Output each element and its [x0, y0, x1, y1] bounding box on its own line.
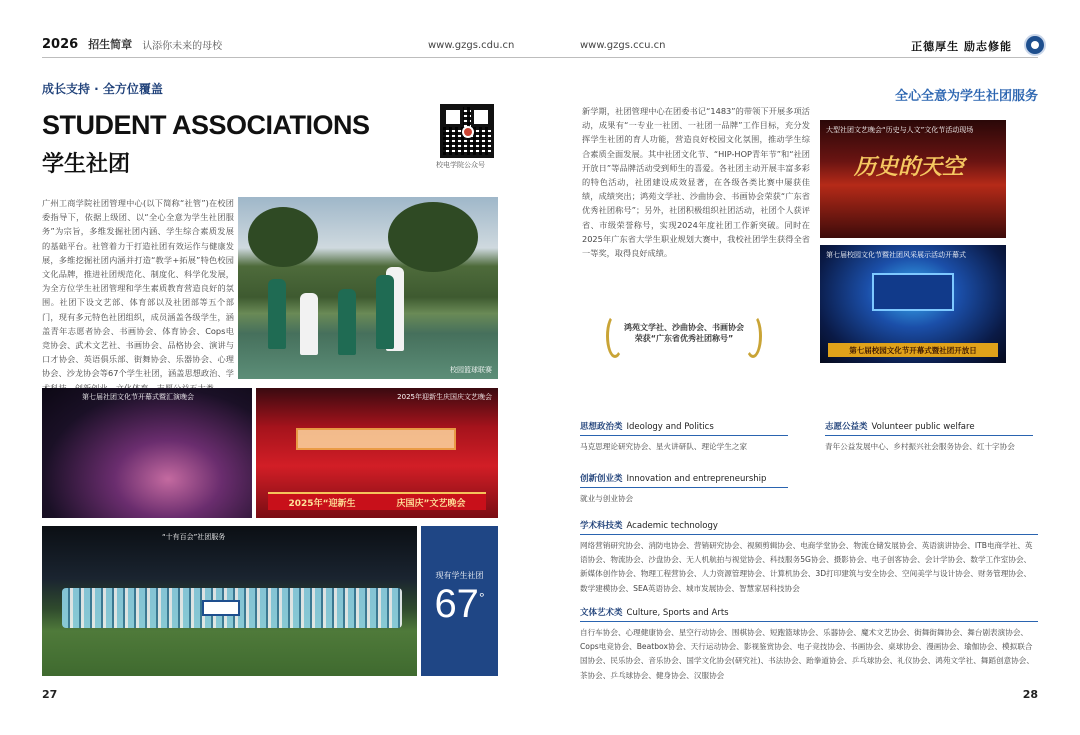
- tree-shape: [248, 207, 318, 267]
- award-text: 鸿苑文学社、沙曲协会、书画协会荣获“广东省优秀社团称号”: [624, 323, 744, 343]
- url-right[interactable]: www.gzgs.ccu.cn: [580, 40, 666, 51]
- stat-value: [421, 582, 498, 627]
- right-intro-paragraph: 新学期，社团管理中心在团委书记“1483”的带领下开展多项活动，成果有“一专业一社团、一社团一品牌”工作目标，充分发挥学生社团的育人功能，营造良好校园文化氛围，推动学生综合素质全面发展。其中社团文化节、“HIP-HOP青年节”和“社团开放日”等品牌活动受到师生的喜爱。各社团主动开展丰富多彩的特色活动，社团建设成效显著，在各级各类比赛中屡获佳绩，成绩突出；鸿苑文学社、沙曲协会、书画协会荣获“广东省优秀社团称号”；另外，社团积极组织社团活动，社团个人获评省、市级荣誉称号，实现2024年度社团工作新突破。同时在2025年广东省大学生职业规划大赛中，我校社团学生获得全省一等奖，取得良好成绩。: [582, 106, 810, 259]
- history-title: 历史的天空: [854, 154, 965, 180]
- category-header: [580, 420, 788, 436]
- category-en: Volunteer public welfare: [871, 422, 975, 432]
- stat-box: [421, 526, 498, 676]
- player-figure: [338, 289, 356, 355]
- stat-unit: °: [478, 589, 485, 606]
- category-innovation: [580, 472, 788, 506]
- category-items: 网络营销研究协会、消防电协会、营销研究协会、视频剪辑协会、电商学堂协会、物流仓储发展协会、英语演讲协会、ITB电商学社、英语协会、物流协会、沙盘协会、无人机航拍与视觉协会、科技服务5G协会、摄影协会、电子创客协会、会计学协会、数学工作室协会、新媒体创作协会、物理工程营协会、人力资源管理协会、计算机协会、3D打印建筑与安全协会、空间美学与设计协会、财务管理协会、数学建模协会、SEA英语协会、城市发展协会、智慧家居科技协会: [580, 541, 1033, 593]
- tree-shape: [388, 202, 478, 272]
- player-figure: [300, 293, 318, 355]
- page-title-en: STUDENT ASSOCIATIONS: [42, 110, 370, 140]
- stat-number: 67: [434, 582, 479, 626]
- category-cn: 文体艺术类: [580, 608, 623, 618]
- category-cn: 创新创业类: [580, 474, 623, 484]
- header-chapter: 招生简章: [88, 38, 133, 51]
- qr-caption: 校电学院公众号: [436, 161, 485, 169]
- stat-label: 现有学生社团: [435, 571, 484, 580]
- category-ideology: [580, 420, 788, 454]
- stage-strip: [268, 492, 486, 510]
- gala-caption: 第七届校园文化节暨社团风采展示活动开幕式: [826, 251, 966, 259]
- dance-performance-photo: [42, 388, 252, 518]
- right-heading: 全心全意为学生社团服务: [894, 89, 1038, 104]
- school-logo-icon: [1024, 34, 1046, 56]
- category-academic: [580, 519, 1038, 596]
- basketball-caption: 校园篮球联赛: [450, 366, 492, 374]
- qr-code-icon[interactable]: [440, 104, 494, 158]
- category-en: Academic technology: [626, 521, 718, 531]
- intro-paragraph: 广州工商学院社团管理中心(以下简称“社管”)在校团委指导下，依据上级团、以“全心全意为学生社团服务”为宗旨，多维发掘社团内涵、学生综合素质发展的基础平台。社管着力于打造社团有效运作与健康发展，多维挖掘社团内涵并打造“教学+拓展”特色校园文化品牌，推进社团规范化、制度化、科学化发展，为全方位学生社团管理和学生素质教育营造良好的氛围。社团下设文艺部、体育部以及社团部等五个部门，现有多元特色社团组织，成员涵盖各级学生，涵盖青年志愿者协会、书画协会、体育协会、Cops电竞协会、武术文艺社、书画协会、品格协会、演讲与口才协会、英语俱乐部、街舞协会、乐器协会、心理协会、沙龙协会等67个学生社团，涵盖思想政治、学: [42, 198, 234, 379]
- team-banner: [202, 600, 240, 616]
- stage-strip-text-1: 2025年“迎新生: [288, 498, 356, 509]
- stage-caption: 2025年迎新生庆国庆文艺晚会: [397, 393, 492, 401]
- page-title-cn: 学生社团: [42, 152, 131, 177]
- category-header: [580, 606, 1038, 622]
- page-number-left: 27: [42, 688, 58, 701]
- stage-strip-text-2: 庆国庆”文艺晚会: [396, 498, 466, 509]
- qr-badge-icon: [462, 126, 474, 138]
- category-items: 就业与创业协会: [580, 494, 634, 503]
- history-gala-photo: [820, 120, 1006, 238]
- url-left[interactable]: www.gzgs.cdu.cn: [428, 40, 515, 51]
- category-items: 马克思理论研究协会、星火讲研队、理论学生之家: [580, 442, 748, 451]
- history-caption: 大型社团文艺晚会“历史与人文”文化节活动现场: [826, 126, 974, 134]
- header-divider: [540, 57, 1038, 58]
- category-header: [580, 519, 1038, 535]
- category-header: [580, 472, 788, 488]
- category-volunteer: [825, 420, 1033, 454]
- category-cn: 思想政治类: [580, 422, 623, 432]
- page-number-right: 28: [1022, 688, 1038, 701]
- player-figure: [268, 279, 286, 349]
- header-slogan: 认添你未来的母校: [142, 40, 223, 52]
- player-figure: [376, 275, 394, 349]
- category-cn: 学术科技类: [580, 521, 623, 531]
- category-header: [825, 420, 1033, 436]
- gala-banner: 第七届校园文化节开幕式暨社团开放日: [828, 343, 998, 357]
- laurel-right-icon: [744, 314, 762, 358]
- header-year: 2026: [42, 36, 79, 52]
- category-items: 青年公益发展中心、乡村振兴社会服务协会、红十字协会: [825, 442, 1015, 451]
- category-culture-sports: [580, 606, 1038, 683]
- left-header: [42, 36, 222, 52]
- category-en: Innovation and entrepreneurship: [626, 474, 767, 484]
- stage-gala-photo: [256, 388, 498, 518]
- team-group-photo: [42, 526, 417, 676]
- award-badge: [606, 314, 762, 358]
- header-divider: [42, 57, 540, 58]
- category-en: Ideology and Politics: [626, 422, 714, 432]
- category-en: Culture, Sports and Arts: [626, 608, 729, 618]
- section-kicker: 成长支持 · 全方位覆盖: [42, 82, 163, 96]
- laurel-left-icon: [606, 314, 624, 358]
- category-cn: 志愿公益类: [825, 422, 868, 432]
- team-caption: “十有百会”社团服务: [162, 533, 226, 541]
- school-motto: 正德厚生 励志修能: [911, 40, 1012, 53]
- category-items: 自行车协会、心理健康协会、星空行动协会、围棋协会、短跑篮球协会、乐器协会、魔术文艺协会、街舞街舞协会、舞台剧表演协会、Cops电竞协会、Beatbox协会、天行运动协会、影视鉴赏协会、电子竞技协会、书画协会、桌球协会、漫画协会、瑜伽协会、模拟联合国协会、民乐协会、音乐协会、国学文化协会(研究社)、书法协会、跆拳道协会、乒乓球协会、礼仪协会、鸿苑文学社、舞蹈创意协会、茶协会、乒乓球协会、健身协会、汉服协会: [580, 628, 1034, 680]
- stage-banner: [296, 428, 456, 450]
- gala-screen: [872, 273, 954, 311]
- culture-festival-photo: [820, 245, 1006, 363]
- basketball-photo: [238, 197, 498, 379]
- dance-caption: 第七届社团文化节开幕式暨汇演晚会: [82, 393, 194, 401]
